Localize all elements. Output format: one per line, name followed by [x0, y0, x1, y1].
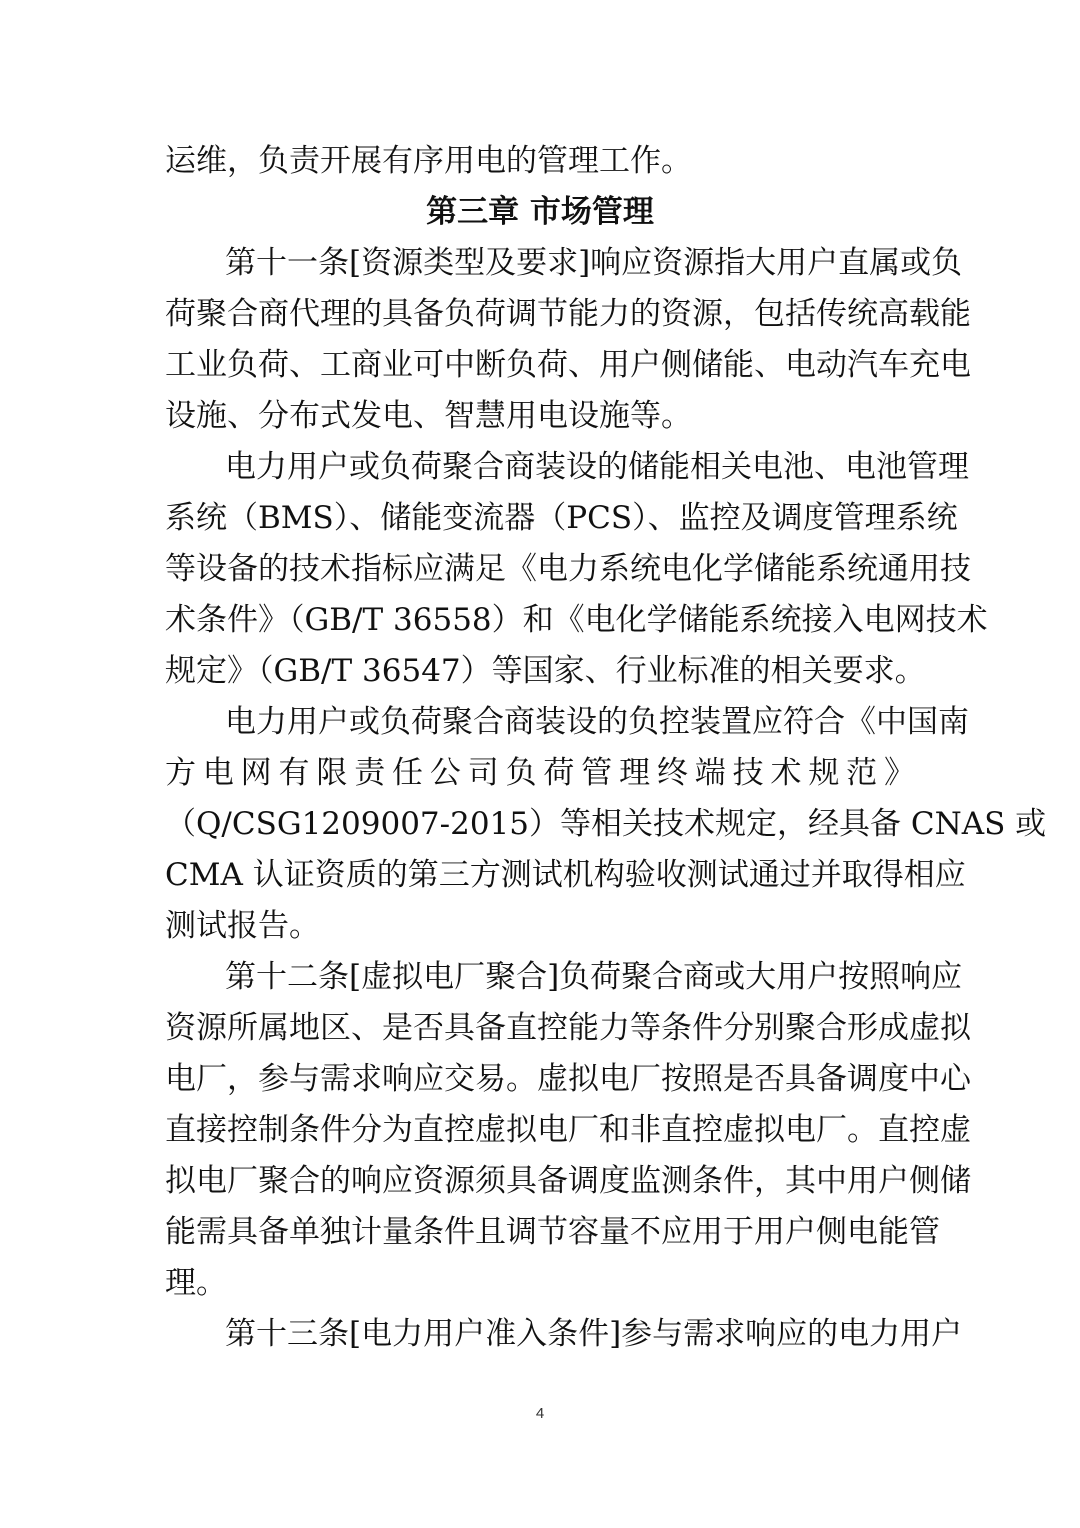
text-line: 测试报告。	[165, 908, 320, 944]
text-line: 术条件》（GB/T 36558）和《电化学储能系统接入电网技术	[165, 602, 988, 638]
text-line: 第十三条[电力用户准入条件]参与需求响应的电力用户	[225, 1316, 963, 1352]
text-line: 理。	[165, 1265, 227, 1301]
text-line: 规定》（GB/T 36547）等国家、行业标准的相关要求。	[165, 653, 926, 689]
text-line: 能需具备单独计量条件且调节容量不应用于用户侧电能管	[165, 1214, 940, 1250]
text-line: （Q/CSG1209007-2015）等相关技术规定，经具备 CNAS 或	[165, 806, 1047, 842]
text-line: 电力用户或负荷聚合商装设的负控装置应符合《中国南	[225, 704, 969, 740]
text-line: 方电网有限责任公司负荷管理终端技术规范》	[165, 755, 915, 791]
text-line: 荷聚合商代理的具备负荷调节能力的资源，包括传统高载能	[165, 296, 971, 332]
text-line: 第十一条[资源类型及要求]响应资源指大用户直属或负	[225, 245, 963, 281]
text-line: 运维，负责开展有序用电的管理工作。	[165, 143, 692, 179]
page-number: 4	[535, 1405, 545, 1422]
text-line: 电厂，参与需求响应交易。虚拟电厂按照是否具备调度中心	[165, 1061, 971, 1097]
text-line: CMA 认证资质的第三方测试机构验收测试通过并取得相应	[165, 857, 966, 893]
text-line: 拟电厂聚合的响应资源须具备调度监测条件，其中用户侧储	[165, 1163, 971, 1199]
text-line: 设施、分布式发电、智慧用电设施等。	[165, 398, 692, 434]
text-line: 电力用户或负荷聚合商装设的储能相关电池、电池管理	[225, 449, 969, 485]
text-line: 资源所属地区、是否具备直控能力等条件分别聚合形成虚拟	[165, 1010, 971, 1046]
text-line: 直接控制条件分为直控虚拟电厂和非直控虚拟电厂。直控虚	[165, 1112, 971, 1148]
text-line: 等设备的技术指标应满足《电力系统电化学储能系统通用技	[165, 551, 971, 587]
text-line: 第十二条[虚拟电厂聚合]负荷聚合商或大用户按照响应	[225, 959, 963, 995]
text-line: 系统（BMS）、储能变流器（PCS）、监控及调度管理系统	[165, 500, 958, 536]
text-line: 工业负荷、工商业可中断负荷、用户侧储能、电动汽车充电	[165, 347, 971, 383]
chapter-heading: 第三章 市场管理	[426, 194, 654, 230]
